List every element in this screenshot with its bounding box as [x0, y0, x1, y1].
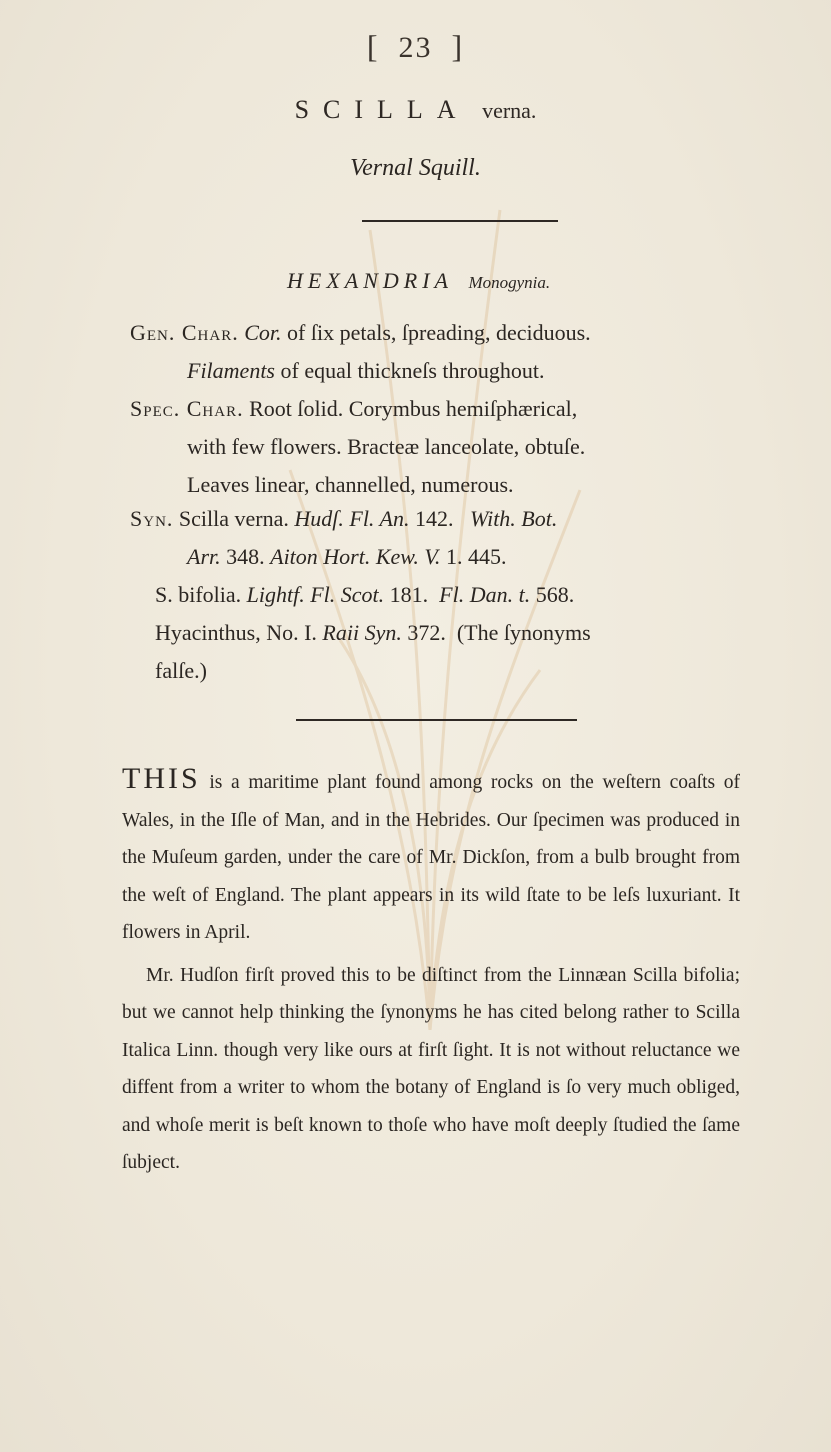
paragraph-2: Mr. Hudſon firſt proved this to be diſtinct from the Linnæan Scilla bifolia; but we cannot help thinking the ſynonyms he has cited belong rather to Scilla Italica Linn. though very like ours at firſt ſight. It is not without reluctance we diffent from a writer to whom the botany of England is ſo very much obliged, and whoſe merit is beſt known to thoſe who have moſt deeply ſtudied the ſame ſubject. — [122, 964, 740, 1173]
common-name: Vernal Squill. — [350, 155, 481, 181]
page-number: [ 23 ] — [366, 28, 465, 64]
species-name: verna. — [482, 98, 537, 123]
description-text — [122, 760, 740, 1182]
syn-label: Syn. — [130, 506, 174, 531]
divider-bottom — [296, 719, 577, 721]
spec-char-label: Spec. Char. — [130, 396, 244, 421]
class-name: HEXANDRIA — [287, 268, 453, 293]
genus-name: SCILLA — [294, 95, 470, 124]
divider-top — [362, 220, 558, 222]
paragraph-1: THIS is a maritime plant found among rocks on the weſtern coaſts of Wales, in the Iſle of Man, and in the Hebrides. Our ſpecimen was produced in the Muſeum garden, under the care of Mr. Dickſon, from a bulb brought from the weſt of England. The plant appears in its wild ſtate to be leſs luxuriant. It flowers in April. — [122, 762, 741, 943]
generic-character: Gen. Char. Cor. of ſix petals, ſpreading, deciduous. Filaments of equal thickneſs throughout. — [130, 320, 591, 383]
page-number-value: 23 — [398, 31, 433, 64]
gen-char-label: Gen. Char. — [130, 320, 239, 345]
specific-character: Spec. Char. Root ſolid. Corymbus hemiſphærical, with few flowers. Bracteæ lanceolate, obtuſe. Leaves linear, channelled, numerous. — [130, 396, 586, 497]
synonymy: Syn. Scilla verna. Hudſ. Fl. An. 142. With. Bot. Arr. 348. Aiton Hort. Kew. V. 1. 445. S. bifolia. Lightf. Fl. Scot. 181. Fl. Dan. t. 568. Hyacinthus, No. I. Raii Syn. 372. (The ſynonyms falſe.) — [130, 506, 591, 683]
plant-title — [0, 95, 831, 125]
order-name: Monogynia. — [468, 273, 551, 292]
linnaean-classification — [287, 268, 550, 294]
drop-cap: THIS — [122, 762, 201, 795]
